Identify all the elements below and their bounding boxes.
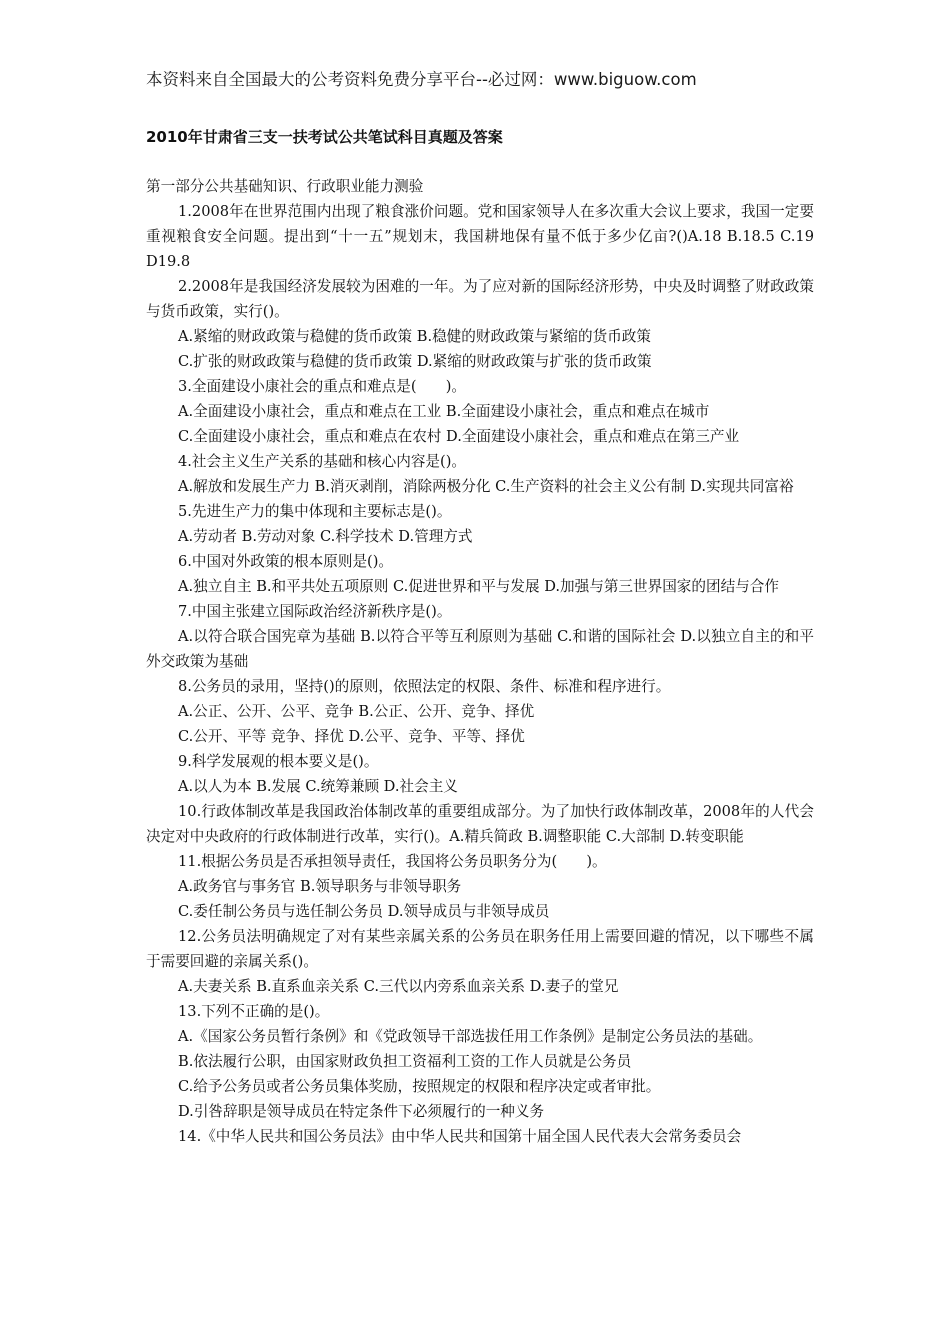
page-header: 本资料来自全国最大的公考资料免费分享平台--必过网：www.biguow.com	[146, 70, 697, 89]
paragraph: 1.2008年在世界范围内出现了粮食涨价问题。党和国家领导人在多次重大会议上要求，我国一定要重视粮食安全问题。提出到“十一五”规划末，我国耕地保有量不低于多少亿亩?()A.18 B.18.5 C.19 D19.8	[146, 203, 814, 270]
paragraph: 9.科学发展观的根本要义是()。	[178, 753, 379, 770]
paragraph: A.解放和发展生产力 B.消灭剥削，消除两极分化 C.生产资料的社会主义公有制 D.实现共同富裕	[178, 478, 794, 495]
paragraph: A.《国家公务员暂行条例》和《党政领导干部选拔任用工作条例》是制定公务员法的基础。	[178, 1028, 763, 1045]
paragraph: 8.公务员的录用，坚持()的原则，依照法定的权限、条件、标准和程序进行。	[178, 678, 671, 695]
paragraph: C.委任制公务员与选任制公务员 D.领导成员与非领导成员	[178, 903, 550, 920]
paragraph: C.公开、平等 竞争、择优 D.公平、竞争、平等、择优	[178, 728, 525, 745]
paragraph: 13.下列不正确的是()。	[178, 1003, 330, 1020]
paragraph: 12.公务员法明确规定了对有某些亲属关系的公务员在职务任用上需要回避的情况，以下哪些不属于需要回避的亲属关系()。	[146, 928, 814, 970]
document-title: 2010年甘肃省三支一扶考试公共笔试科目真题及答案	[146, 128, 503, 146]
paragraph: A.公正、公开、公平、竞争 B.公正、公开、竞争、择优	[178, 703, 535, 720]
paragraph: B.依法履行公职，由国家财政负担工资福利工资的工作人员就是公务员	[178, 1053, 632, 1070]
paragraph: 2.2008年是我国经济发展较为困难的一年。为了应对新的国际经济形势，中央及时调整了财政政策与货币政策，实行()。	[146, 278, 814, 320]
paragraph: 3.全面建设小康社会的重点和难点是( )。	[178, 378, 467, 395]
paragraph: C.全面建设小康社会，重点和难点在农村 D.全面建设小康社会，重点和难点在第三产业	[178, 428, 740, 445]
paragraph: A.政务官与事务官 B.领导职务与非领导职务	[178, 878, 462, 895]
paragraph: A.紧缩的财政政策与稳健的货币政策 B.稳健的财政政策与紧缩的货币政策	[178, 328, 651, 345]
paragraph: 14.《中华人民共和国公务员法》由中华人民共和国第十届全国人民代表大会常务委员会	[178, 1128, 742, 1145]
paragraph: A.全面建设小康社会，重点和难点在工业 B.全面建设小康社会，重点和难点在城市	[178, 403, 710, 420]
paragraph: 7.中国主张建立国际政治经济新秩序是()。	[178, 603, 452, 620]
paragraph: 4.社会主义生产关系的基础和核心内容是()。	[178, 453, 467, 470]
section-heading: 第一部分公共基础知识、行政职业能力测验	[146, 178, 424, 195]
document-body	[146, 174, 814, 1149]
paragraph: A.独立自主 B.和平共处五项原则 C.促进世界和平与发展 D.加强与第三世界国家的团结与合作	[178, 578, 779, 595]
paragraph: A.夫妻关系 B.直系血亲关系 C.三代以内旁系血亲关系 D.妻子的堂兄	[178, 978, 619, 995]
paragraph: 10.行政体制改革是我国政治体制改革的重要组成部分。为了加快行政体制改革，2008年的人代会决定对中央政府的行政体制进行改革，实行()。A.精兵简政 B.调整职能 C.大部制 D.转变职能	[146, 803, 814, 845]
paragraph: 6.中国对外政策的根本原则是()。	[178, 553, 394, 570]
paragraph: A.以符合联合国宪章为基础 B.以符合平等互利原则为基础 C.和谐的国际社会 D.以独立自主的和平外交政策为基础	[146, 628, 814, 670]
paragraph: D.引咎辞职是领导成员在特定条件下必须履行的一种义务	[178, 1103, 545, 1120]
paragraph: 5.先进生产力的集中体现和主要标志是()。	[178, 503, 452, 520]
paragraph: A.以人为本 B.发展 C.统筹兼顾 D.社会主义	[178, 778, 458, 795]
paragraph: C.扩张的财政政策与稳健的货币政策 D.紧缩的财政政策与扩张的货币政策	[178, 353, 652, 370]
paragraph: A.劳动者 B.劳动对象 C.科学技术 D.管理方式	[178, 528, 473, 545]
paragraph: 11.根据公务员是否承担领导责任，我国将公务员职务分为( )。	[178, 853, 607, 870]
paragraph: C.给予公务员或者公务员集体奖励，按照规定的权限和程序决定或者审批。	[178, 1078, 661, 1095]
